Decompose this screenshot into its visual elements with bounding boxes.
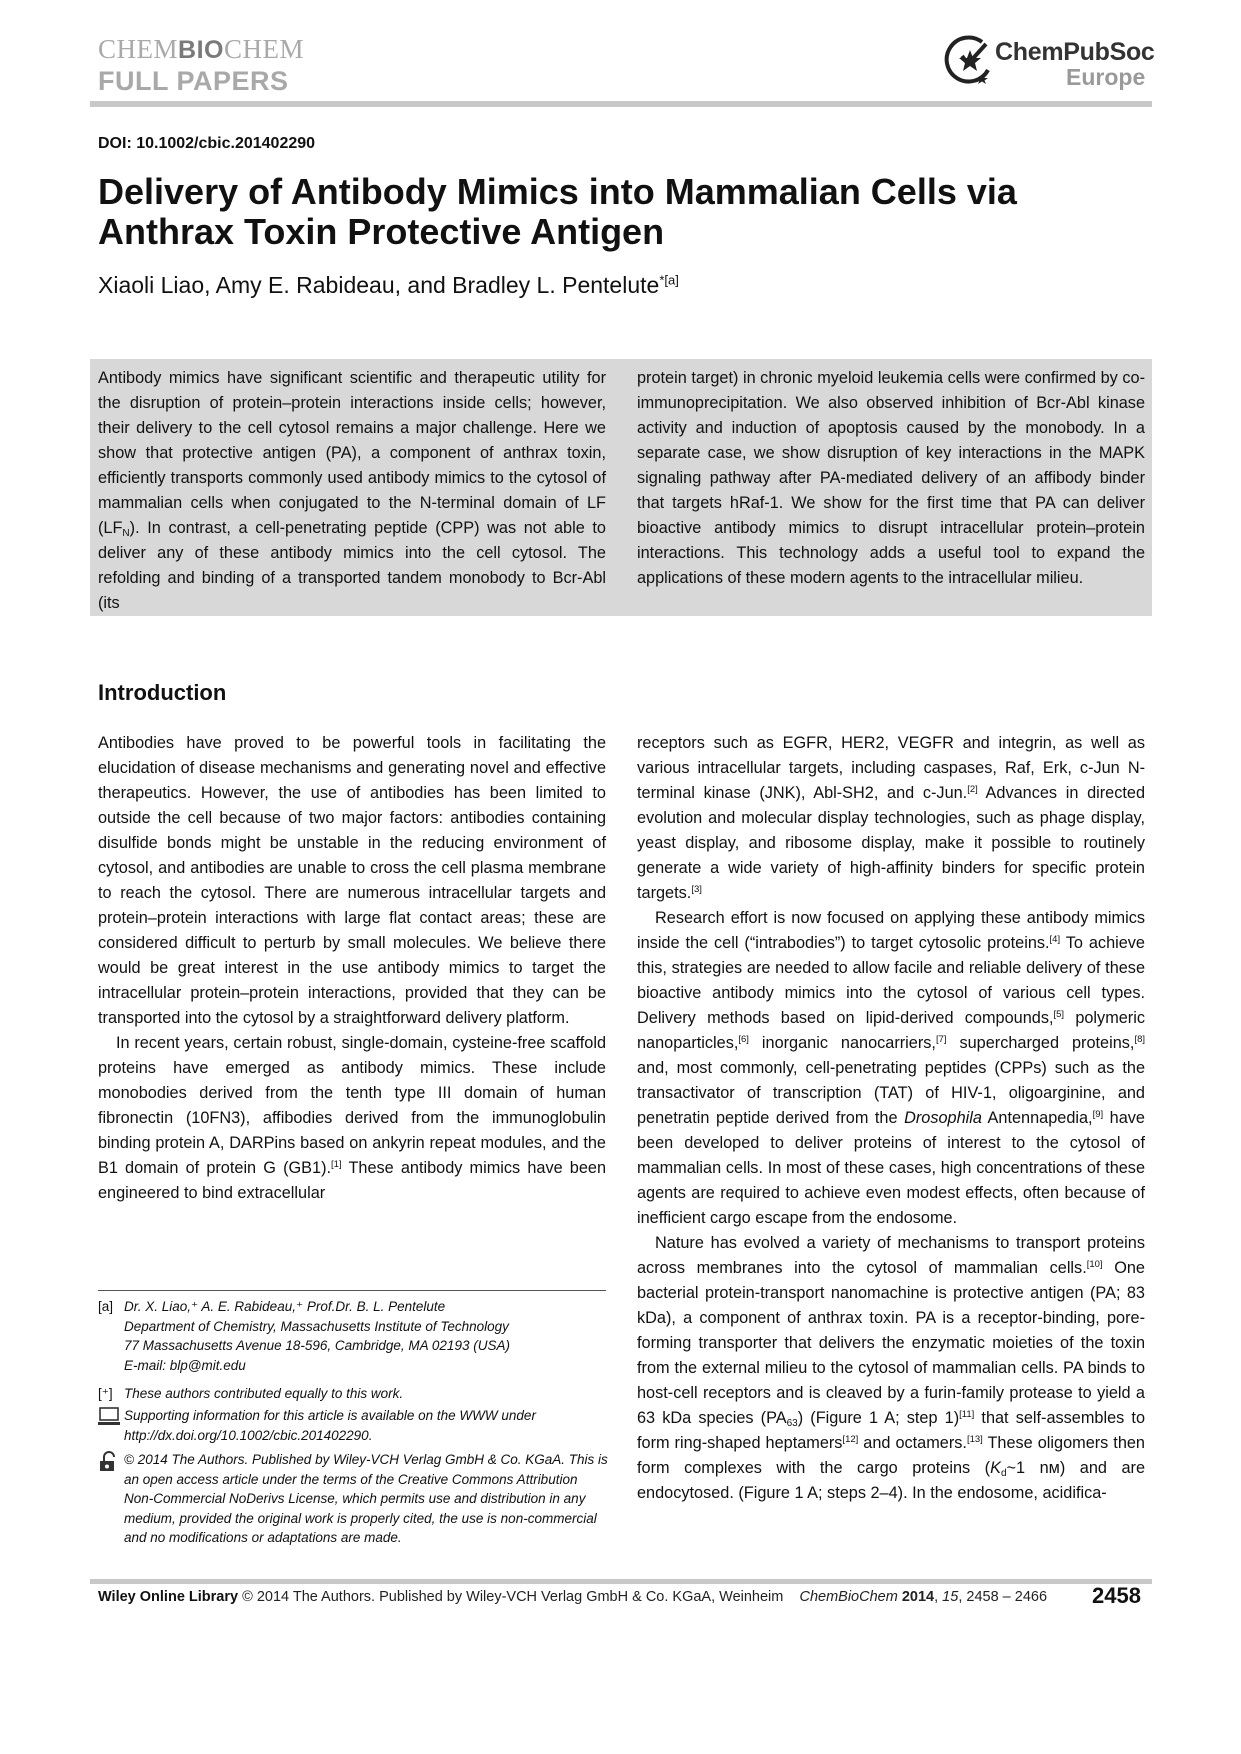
footnote-line: 77 Massachusetts Avenue 18-596, Cambridge, MA 02193 (USA): [124, 1338, 510, 1353]
citation-link[interactable]: [3]: [691, 884, 702, 895]
paragraph: Antibodies have proved to be powerful tools in facilitating the elucidation of disease mechanisms and generating novel and effective therapeutics. However, the use of antibodies has been limited to outside the cell because of two major factors: antibodies containing disulfide bonds might be unstable in the reducing environment of cytosol, and antibodies are unable to cross the cell plasma membrane to reach the cytosol. There are numerous intracellular targets and protein–protein interactions with large flat contact areas; these are considered difficult to perturb by small molecules. We believe there would be great interest in the use antibody mimics to target the intracellular protein–protein interactions, provided that they can be transported into the cytosol by a straightforward delivery platform.: [98, 734, 606, 1027]
section-label: FULL PAPERS: [98, 66, 289, 96]
open-access-icon: [98, 1451, 120, 1471]
citation-link[interactable]: [4]: [1049, 934, 1061, 945]
chempubsoc-logo-icon: [942, 34, 996, 84]
abstract-column-left: [98, 366, 606, 616]
paragraph: [98, 1031, 606, 1206]
text: One bacterial protein-transport nanomachine is protective antigen (PA; 83 kDa), a component of anthrax toxin. PA is a receptor-binding, pore-forming transporter that delivers the enzymatic moieties of the toxin from the external milieu to the cytosol of mammalian cells. PA binds to host-cell receptors and is cleaved by a furin-family protease to yield a 63 kDa species (PA: [637, 1259, 1145, 1427]
journal-name: [98, 34, 304, 65]
journal-name-post: CHEM: [223, 34, 304, 64]
publisher-name: ChemPubSoc: [995, 38, 1155, 66]
author-names: Xiaoli Liao, Amy E. Rabideau, and Bradley L. Pentelute: [98, 272, 660, 298]
text: receptors such as EGFR, HER2, VEGFR and integrin, as well as various intracellular targets, including caspases, Raf, Erk, c-Jun N-terminal kinase (JNK), Abl-SH2, and c-Jun.: [637, 734, 1145, 802]
paragraph: [637, 906, 1145, 1231]
body-column-right: [637, 731, 1145, 1506]
footer-journal: ChemBioChem: [799, 1589, 898, 1605]
citation-link[interactable]: [2]: [967, 784, 978, 795]
citation-link[interactable]: [7]: [935, 1034, 947, 1045]
page-number: 2458: [1092, 1583, 1141, 1608]
text: and octamers.: [858, 1434, 967, 1452]
footnote-open-access: [98, 1450, 608, 1548]
footnote-rule: [98, 1290, 606, 1291]
header-rule: [90, 101, 1152, 107]
text: These oligomers then form complexes with the cargo proteins (: [637, 1434, 1145, 1477]
text: In recent years, certain robust, single-domain, cysteine-free scaffold proteins have emerged as antibody mimics. These include monobodies derived from the tenth type III domain of human fibronectin (10FN3), affibodies derived from the immunoglobulin binding protein A, DARPins based on ankyrin repeat modules, and the B1 domain of protein G (GB1).: [98, 1034, 606, 1177]
footer: Wiley Online Library © 2014 The Authors. Published by Wiley-VCH Verlag GmbH & Co. KGaA, Weinheim ChemBioChem 2014, 15, 2458 – 2466: [98, 1589, 1048, 1605]
footnote-line: Department of Chemistry, Massachusetts Institute of Technology: [124, 1318, 509, 1334]
footer-rule: [90, 1579, 1152, 1584]
body-column-left: [98, 731, 606, 1206]
citation-link[interactable]: [13]: [966, 1434, 983, 1445]
citation-link[interactable]: [9]: [1092, 1109, 1104, 1120]
footnote-email[interactable]: E-mail: blp@mit.edu: [124, 1357, 246, 1373]
text: Antennapedia,: [981, 1109, 1093, 1127]
subscript: d: [1000, 1468, 1007, 1479]
footer-volume: 15: [942, 1589, 959, 1605]
abstract-text: ). In contrast, a cell-penetrating peptide (CPP) was not able to deliver any of these antibody mimics into the cell cytosol. The refolding and binding of a transported tandem monobody to Bcr-Abl (its: [98, 519, 606, 612]
footnote-tag: [a]: [98, 1299, 114, 1314]
journal-name-pre: CHEM: [98, 34, 179, 64]
species-name: Drosophila: [904, 1109, 982, 1127]
citation-link[interactable]: [10]: [1086, 1259, 1103, 1270]
citation-link[interactable]: [12]: [842, 1434, 859, 1445]
text: These antibody mimics have been engineered to bind extracellular: [98, 1159, 607, 1202]
paragraph: [637, 731, 1145, 906]
journal-name-mid: BIO: [178, 36, 224, 64]
subscript: 63: [786, 1418, 798, 1429]
footnote-equal-contribution: [98, 1384, 608, 1404]
footnote-text: © 2014 The Authors. Published by Wiley-VCH Verlag GmbH & Co. KGaA. This is an open access article under the terms of the Creative Commons Attribution Non-Commercial NoDerivs License, which permits use and distribution in any medium, provided the original work is properly cited, the use is non-commercial and no modifications or adaptations are made.: [124, 1452, 608, 1545]
symbol: K: [990, 1459, 1001, 1477]
wiley-online-library-link[interactable]: Wiley Online Library: [98, 1589, 239, 1605]
text: polymeric nanoparticles,: [637, 1009, 1145, 1052]
subscript: N: [122, 528, 130, 539]
text: To achieve this, strategies are needed to allow facile and reliable delivery of these bioactive antibody mimics into the cytosol of various cell types. Delivery methods based on lipid-derived compounds,: [637, 934, 1145, 1027]
footnote-tag: [⁺]: [98, 1386, 113, 1401]
abstract-text: Antibody mimics have significant scientific and therapeutic utility for the disruption of protein–protein interactions inside cells; however, their delivery to the cell cytosol remains a major challenge. Here we show that protective antigen (PA), a component of anthrax toxin, efficiently transports commonly used antibody mimics to the cytosol of mammalian cells when conjugated to the N-terminal domain of LF (LF: [98, 369, 606, 537]
citation-link[interactable]: [8]: [1134, 1034, 1146, 1045]
text: ) (Figure 1 A; step 1): [797, 1409, 960, 1427]
paragraph: [637, 1231, 1145, 1506]
text: inorganic nanocarriers,: [748, 1034, 936, 1052]
text: and, most commonly, cell-penetrating peptides (CPPs) such as the transactivator of transcription (TAT) of HIV-1, oligoarginine, and penetratin peptide derived from the: [637, 1059, 1145, 1127]
text: ~1 nᴍ) and are endocytosed. (Figure 1 A; steps 2–4). In the endosome, acidifica-: [637, 1459, 1146, 1502]
text: have been developed to deliver proteins of interest to the cytosol of mammalian cells. In most of these cases, high concentrations of these agents are required to achieve even modest effects, often because of inefficient cargo escape from the endosome.: [637, 1109, 1145, 1227]
footer-year: 2014: [901, 1589, 935, 1605]
footnote-text[interactable]: Supporting information for this article is available on the WWW under http://dx.doi.org/10.1002/cbic.201402290.: [124, 1408, 536, 1443]
text: that self-assembles to form ring-shaped heptamers: [637, 1409, 1145, 1452]
footnote-supporting-info: [98, 1406, 608, 1445]
footer-pages: 2458 – 2466: [966, 1589, 1048, 1605]
citation-link[interactable]: [5]: [1053, 1009, 1065, 1020]
abstract-column-right: [637, 366, 1145, 591]
citation-link[interactable]: [1]: [331, 1159, 342, 1170]
author-marker: *[a]: [659, 272, 679, 288]
footer-copyright: © 2014 The Authors. Published by Wiley-VCH Verlag GmbH & Co. KGaA, Weinheim: [238, 1589, 784, 1605]
authors: [98, 272, 679, 299]
article-title: Delivery of Antibody Mimics into Mammalian Cells via Anthrax Toxin Protective Antigen: [98, 171, 1017, 252]
doi: DOI: 10.1002/cbic.201402290: [98, 135, 316, 152]
section-heading-introduction: Introduction: [98, 680, 227, 705]
footnote-affiliation: [98, 1297, 608, 1375]
text: Nature has evolved a variety of mechanisms to transport proteins across membranes into the cytosol of mammalian cells.: [637, 1234, 1145, 1277]
footnote-line: Dr. X. Liao,⁺ A. E. Rabideau,⁺ Prof.Dr. B. L. Pentelute: [124, 1299, 446, 1314]
text: Research effort is now focused on applying these antibody mimics inside the cell (“intrabodies”) to target cytosolic proteins.: [637, 909, 1145, 952]
footnote-text: These authors contributed equally to this work.: [124, 1386, 404, 1401]
text: Advances in directed evolution and molecular display technologies, such as phage display, yeast display, and ribosome display, make it possible to routinely generate a wide variety of high-affinity binders for specific protein targets.: [637, 784, 1145, 902]
publisher-region: Europe: [1066, 64, 1146, 90]
citation-link[interactable]: [11]: [959, 1409, 975, 1420]
computer-icon: [98, 1407, 120, 1427]
text: supercharged proteins,: [946, 1034, 1135, 1052]
citation-link[interactable]: [6]: [738, 1034, 749, 1045]
abstract-text: protein target) in chronic myeloid leukemia cells were confirmed by co-immunoprecipitation. We also observed inhibition of Bcr-Abl kinase activity and induction of apoptosis caused by the monobody. In a separate case, we show disruption of key interactions in the MAPK signaling pathway after PA-mediated delivery of an affibody binder that targets hRaf-1. We show for the first time that PA can deliver bioactive antibody mimics to disrupt intracellular protein–protein interactions. This technology adds a useful tool to expand the applications of these modern agents to the intracellular milieu.: [637, 369, 1145, 587]
